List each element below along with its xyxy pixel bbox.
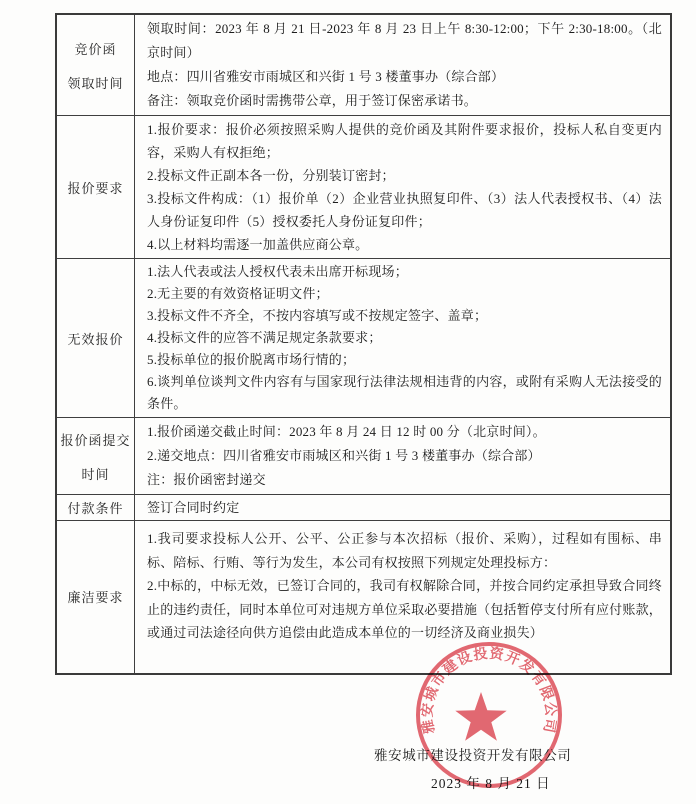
row-label-submission-time [56,418,135,495]
content-item: 2.递交地点：四川省雅安市雨城区和兴街 1 号 3 楼董事办（综合部） [147,448,541,463]
content-item: 4.以上材料均需逐一加盖供应商公章。 [147,237,369,252]
content-item: 6.谈判单位谈判文件内容有与国家现行法律法规相违背的内容，或附有采购人无法接受的条件。 [147,374,662,411]
content-item: 1.法人代表或法人授权代表未出席开标现场； [147,264,408,279]
row-content-invalid-quotation [135,259,672,418]
stamp-arc-text: 雅安城市建设投资开发有限公司 [420,646,558,735]
row-label-payment-terms [56,495,135,521]
star-icon [455,692,506,741]
row-label-line: 无效报价 [67,331,124,347]
row-label-integrity-requirements [56,521,135,674]
content-item: 4.投标文件的应答不满足规定条款要求； [147,330,382,345]
content-item: 2.投标文件正副本各一份，分别装订密封； [147,168,395,183]
content-item: 1.报价函递交截止时间：2023 年 8 月 24 日 12 时 00 分（北京时间）。 [147,424,546,439]
row-content-quotation-requirements [135,116,672,259]
row-content-submission-time [135,418,672,495]
signature-date: 2023 年 8 月 21 日 [431,776,551,791]
table-row-submission-time [56,418,671,495]
signature-company-name: 雅安城市建设投资开发有限公司 [374,748,572,763]
content-item: 注：报价函密封递交 [147,472,266,487]
row-label-invalid-quotation [56,259,135,418]
table-row-payment-terms [56,495,671,521]
row-label-line: 廉洁要求 [67,590,124,606]
row-label-line: 报价要求 [67,180,124,196]
content-item: 2.无主要的有效资格证明文件； [147,286,329,301]
table-row-quotation-requirements [56,116,671,259]
content-item: 3.投标文件不齐全，不按内容填写或不按规定签字、盖章； [147,308,488,323]
content-item: 备注：领取竞价函时需携带公章，用于签订保密承诺书。 [147,93,478,108]
content-item: 1.我司要求投标人公开、公平、公正参与本次招标（报价、采购），过程如有围标、串标、陪标、行贿、等行为发生，本公司有权按照下列规定处理投标方： [147,531,662,570]
table-row-integrity-requirements [56,521,671,674]
content-item: 5.投标单位的报价脱离市场行情的； [147,352,356,367]
row-content-integrity-requirements [135,521,672,674]
content-item: 签订合同时约定 [147,499,240,515]
row-label-line: 领取时间 [67,75,124,91]
row-label-bid-letter-collection [56,14,135,116]
row-label-line: 竞价函 [74,41,117,57]
row-label-line: 付款条件 [67,501,124,516]
table-row-bid-letter-collection [56,14,671,116]
row-label-line: 时间 [81,466,110,482]
row-content-payment-terms [135,495,672,521]
content-item: 3.投标文件构成：（1）报价单（2）企业营业执照复印件、（3）法人代表授权书、（4）法人身份证复印件（5）授权委托人身份证复印件； [147,191,662,229]
row-label-quotation-requirements [56,116,135,259]
row-label-line: 报价函提交 [60,432,131,448]
content-item: 2.中标的，中标无效，已签订合同的，我司有权解除合同，并按合同约定承担导致合同终止的违约责任，同时本单位可对违规方单位采取必要措施（包括暂停支付所有应付账款，或通过司法途径向供方追偿由此造成本单位的一切经济及商业损失） [147,578,662,640]
content-item: 地点：四川省雅安市雨城区和兴街 1 号 3 楼董事办（综合部） [147,69,505,84]
content-item: 领取时间：2023 年 8 月 21 日-2023 年 8 月 23 日上午 8:30-12:00；下午 2:30-18:00。（北京时间） [147,21,662,60]
table-row-invalid-quotation [56,259,671,418]
row-content-bid-letter-collection [135,14,672,116]
content-item: 1.报价要求：报价必须按照采购人提供的竞价函及其附件要求报价，投标人私自变更内容，采购人有权拒绝； [147,122,662,160]
bid-info-table [55,13,672,675]
